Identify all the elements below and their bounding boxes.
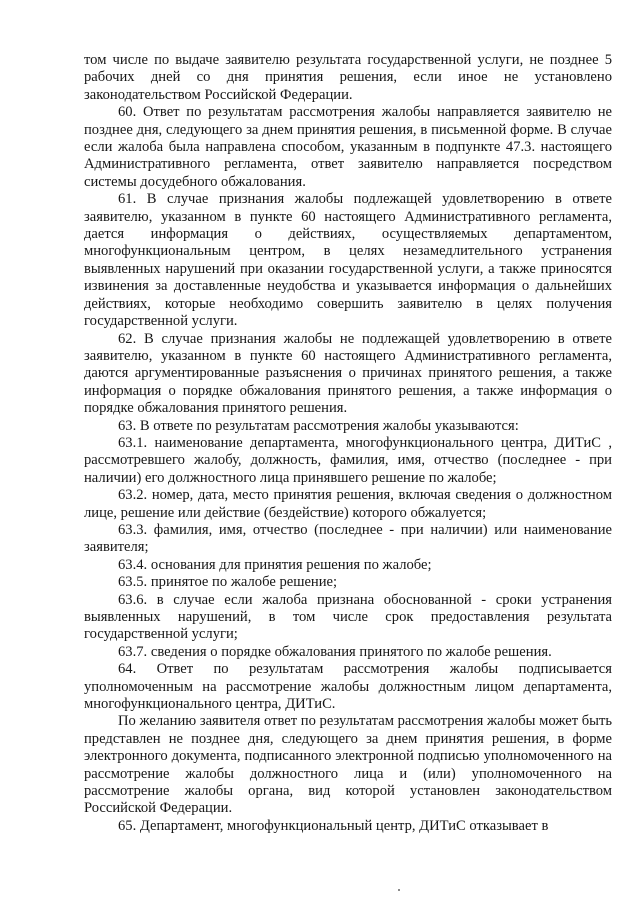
paragraph-63-6: 63.6. в случае если жалоба признана обоснованной - сроки устранения выявленных нарушений, в том числе срок предоставления результата государственной услуги;: [84, 591, 612, 643]
paragraph-63-5: 63.5. принятое по жалобе решение;: [118, 574, 338, 591]
paragraph-63-3: 63.3. фамилия, имя, отчество (последнее - при наличии) или наименование заявителя;: [84, 521, 612, 556]
paragraph-62: 62. В случае признания жалобы не подлежащей удовлетворению в ответе заявителю, указанном в пункте 60 настоящего Административного регламента, даются аргументированные разъяснения о причинах принятого решения, а также информация о порядке обжалования принятого решения, а также информация о порядке обжалования принятого решения.: [84, 330, 612, 417]
paragraph-61: 61. В случае признания жалобы подлежащей удовлетворению в ответе заявителю, указанном в пункте 60 настоящего Административного регламента, дается информация о действиях, осуществляемых департаментом, многофункциональным центром, в целях незамедлительного устранения выявленных нарушений при оказании государственной услуги, а также приносятся извинения за доставленные неудобства и указывается информация о дальнейших действиях, которые необходимо совершить заявителю в целях получения государственной услуги.: [84, 191, 612, 330]
paragraph-63-4: 63.4. основания для принятия решения по жалобе;: [118, 556, 432, 573]
paragraph-63-7: 63.7. сведения о порядке обжалования принятого по жалобе решения.: [118, 643, 552, 660]
paragraph-64-electronic: По желанию заявителя ответ по результатам рассмотрения жалобы может быть представлен не позднее дня, следующего за днем принятия решения, в форме электронного документа, подписанного электронной подписью уполномоченного на рассмотрение жалобы должностного лица и (или) уполномоченного на рассмотрение жалобы органа, вид которой установлен законодательством Российской Федерации.: [84, 713, 612, 817]
paragraph-63-1: 63.1. наименование департамента, многофункционального центра, ДИТиС , рассмотревшего жалобу, должность, фамилия, имя, отчество (последнее - при наличии) его должностного лица принявшего решение по жалобе;: [84, 434, 612, 486]
document-body: [84, 52, 612, 835]
paragraph-63-2: 63.2. номер, дата, место принятия решения, включая сведения о должностном лице, решение или действие (бездействие) которого обжалуется;: [84, 487, 612, 521]
scan-speck: [398, 889, 400, 891]
paragraph-60: 60. Ответ по результатам рассмотрения жалобы направляется заявителю не позднее дня, следующего за днем принятия решения, в письменной форме. В случае если жалоба была направлена способом, указанным в подпункте 47.3. настоящего Административного регламента, ответ заявителю направляется посредством системы досудебного обжалования.: [84, 104, 612, 190]
paragraph-63: 63. В ответе по результатам рассмотрения жалобы указываются:: [118, 417, 519, 434]
paragraph-64: 64. Ответ по результатам рассмотрения жалобы подписывается уполномоченным на рассмотрение жалобы должностным лицом департамента, многофункционального центра, ДИТиС.: [84, 661, 612, 713]
paragraph-continuation: том числе по выдаче заявителю результата государственной услуги, не позднее 5 рабочих дней со дня принятия решения, если иное не установлено законодательством Российской Федерации.: [84, 52, 612, 103]
paragraph-65: 65. Департамент, многофункциональный центр, ДИТиС отказывает в: [118, 817, 549, 834]
